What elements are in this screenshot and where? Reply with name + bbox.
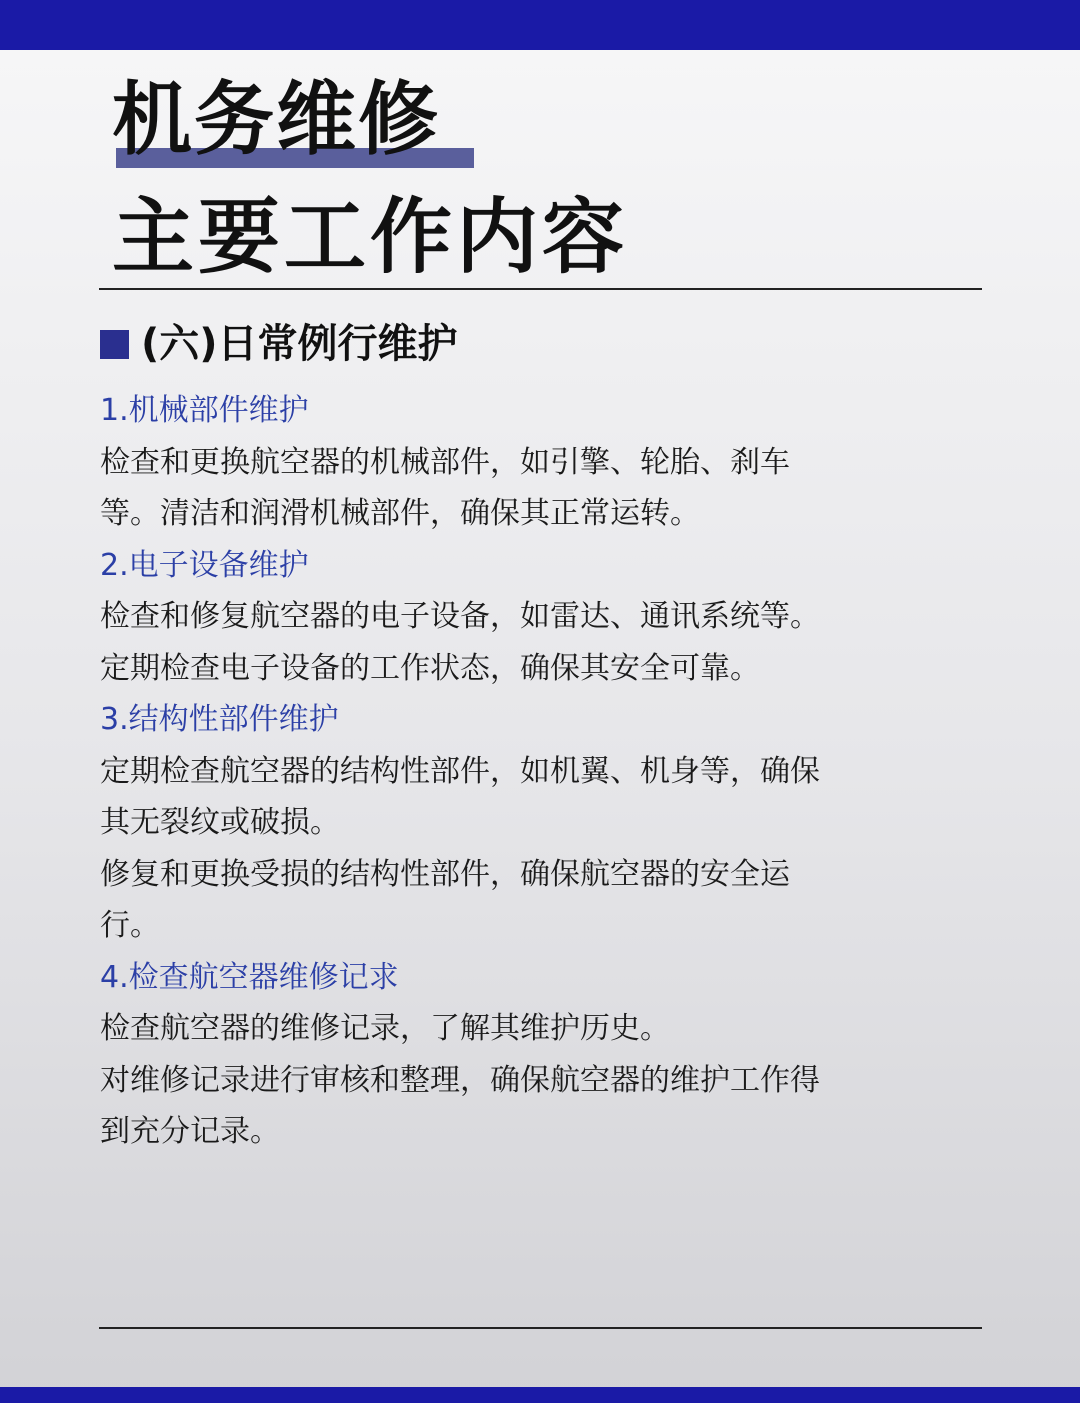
item-block: [100, 385, 830, 540]
section-title: (六)日常例行维护: [141, 321, 458, 367]
section-heading: [100, 316, 458, 372]
item-heading: 1.机械部件维护: [100, 393, 309, 428]
item-paragraph: 定期检查航空器的结构性部件，如机翼、机身等，确保其无裂纹或破损。: [100, 753, 820, 840]
square-bullet-icon: [100, 330, 129, 359]
item-paragraph: 检查和更换航空器的机械部件，如引擎、轮胎、刹车等。清洁和润滑机械部件，确保其正常运转。: [100, 444, 790, 531]
page-subtitle: 主要工作内容: [112, 190, 629, 285]
top-banner: [0, 0, 1080, 50]
item-paragraph: 检查航空器的维修记录，了解其维护历史。: [100, 1011, 670, 1046]
item-paragraph: 对维修记录进行审核和整理，确保航空器的维护工作得到充分记录。: [100, 1062, 820, 1149]
bottom-divider: [99, 1327, 982, 1329]
content-body: [100, 385, 830, 1158]
item-paragraph: 修复和更换受损的结构性部件，确保航空器的安全运行。: [100, 856, 790, 943]
page-title: 机务维修: [112, 73, 440, 166]
item-paragraph: 检查和修复航空器的电子设备，如雷达、通讯系统等。定期检查电子设备的工作状态，确保其安全可靠。: [100, 599, 820, 686]
item-heading: 2.电子设备维护: [100, 547, 309, 583]
item-heading: 3.结构性部件维护: [100, 702, 339, 737]
bottom-banner: [0, 1387, 1080, 1403]
top-divider: [99, 288, 982, 290]
item-heading: 4.检查航空器维修记求: [100, 959, 399, 995]
item-block: [100, 540, 830, 695]
item-block: [100, 694, 830, 952]
item-block: [100, 952, 830, 1158]
